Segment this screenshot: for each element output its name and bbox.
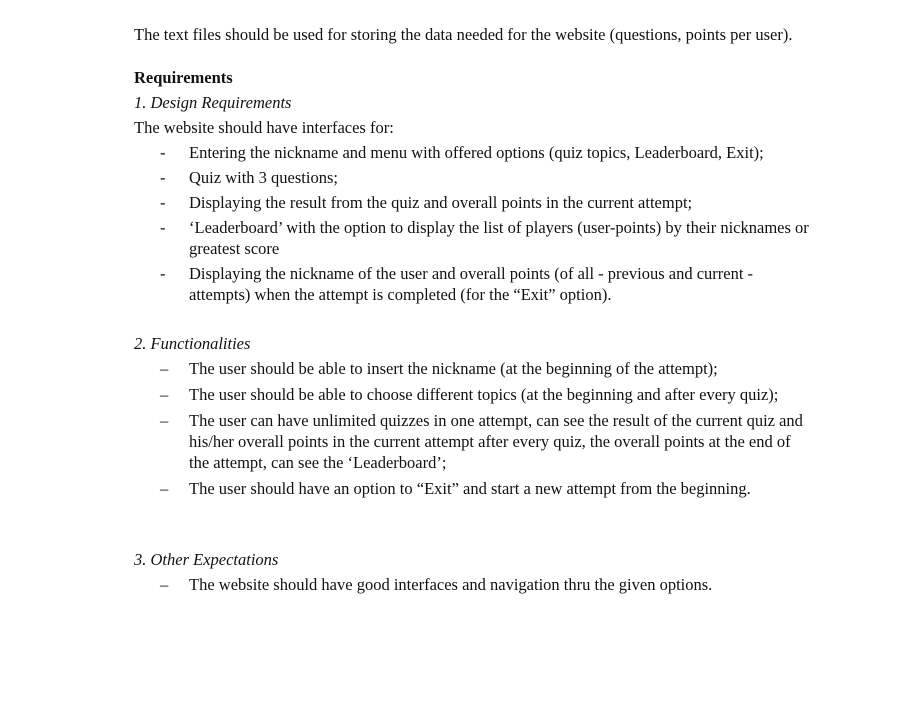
- intro-paragraph: The text files should be used for storing the data needed for the website (questions, points per user).: [134, 25, 793, 44]
- list-item-text: Displaying the result from the quiz and overall points in the current attempt;: [189, 193, 693, 212]
- list-item-text: The user should be able to choose different topics (at the beginning and after every quiz);: [189, 385, 779, 404]
- list-item: [134, 142, 814, 163]
- design-requirements-title: 1. Design Requirements: [134, 93, 292, 112]
- functionalities-list: [134, 358, 814, 499]
- document-page: [134, 24, 814, 600]
- bullet-marker: –: [160, 575, 169, 594]
- list-item: [134, 384, 814, 405]
- list-item: [134, 192, 814, 213]
- bullet-marker: –: [160, 479, 169, 498]
- list-item-text: The user should have an option to “Exit” and start a new attempt from the beginning.: [189, 479, 751, 498]
- list-item: [134, 217, 814, 259]
- bullet-marker: -: [160, 264, 166, 283]
- list-item-text: The user can have unlimited quizzes in one attempt, can see the result of the current quiz and his/her overall points in the current attempt after every quiz, the overall points at the end of the attempt, can see the ‘Leaderboard’;: [189, 411, 803, 472]
- list-item-text: Displaying the nickname of the user and overall points (of all - previous and current - attempts) when the attempt is completed (for the “Exit” option).: [189, 264, 754, 304]
- bullet-marker: –: [160, 359, 169, 378]
- functionalities-title: 2. Functionalities: [134, 334, 251, 353]
- bullet-marker: -: [160, 143, 166, 162]
- bullet-marker: -: [160, 218, 166, 237]
- bullet-marker: –: [160, 385, 169, 404]
- other-expectations-title: 3. Other Expectations: [134, 550, 279, 569]
- requirements-heading: Requirements: [134, 68, 233, 87]
- bullet-marker: –: [160, 411, 169, 430]
- design-requirements-list: [134, 142, 814, 305]
- list-item-text: Quiz with 3 questions;: [189, 168, 338, 187]
- list-item-text: The user should be able to insert the nickname (at the beginning of the attempt);: [189, 359, 718, 378]
- design-requirements-lead: The website should have interfaces for:: [134, 118, 394, 137]
- list-item: [134, 358, 814, 379]
- bullet-marker: -: [160, 193, 166, 212]
- list-item: [134, 167, 814, 188]
- list-item-text: Entering the nickname and menu with offered options (quiz topics, Leaderboard, Exit);: [189, 143, 764, 162]
- other-expectations-list: [134, 574, 814, 595]
- list-item: [134, 263, 814, 305]
- list-item: [134, 410, 814, 473]
- list-item: [134, 478, 814, 499]
- list-item-text: The website should have good interfaces and navigation thru the given options.: [189, 575, 713, 594]
- list-item-text: ‘Leaderboard’ with the option to display the list of players (user-points) by their nicknames or greatest score: [189, 218, 809, 258]
- bullet-marker: -: [160, 168, 166, 187]
- list-item: [134, 574, 814, 595]
